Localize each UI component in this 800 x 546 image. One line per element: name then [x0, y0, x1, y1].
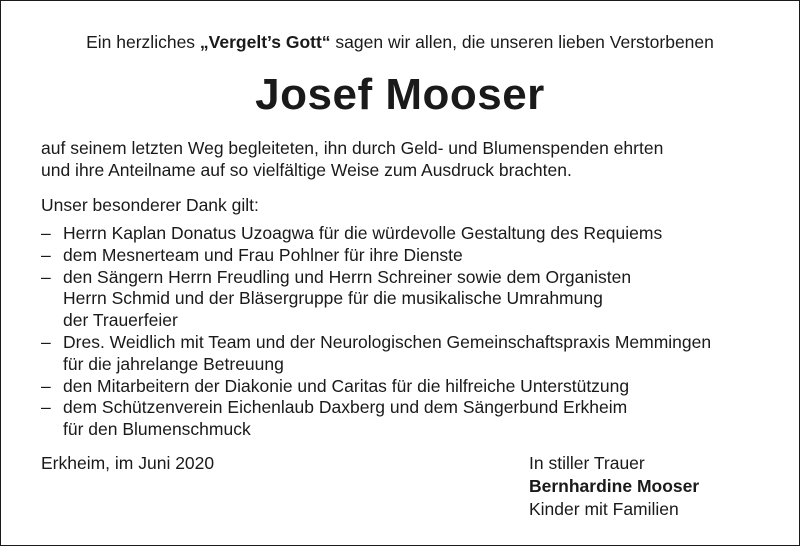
body-paragraph	[41, 137, 761, 181]
intro-text-after: sagen wir allen, die unseren lieben Verstorbenen	[330, 32, 714, 52]
signature-name: Bernhardine Mooser	[529, 476, 700, 496]
dash-bullet: –	[41, 266, 51, 287]
signature-line-mourning: In stiller Trauer	[529, 453, 645, 473]
thanks-item-line: dem Schützenverein Eichenlaub Daxberg und dem Sängerbund Erkheim	[63, 397, 628, 418]
thanks-item-line: den Sängern Herrn Freudling und Herrn Schreiner sowie dem Organisten	[63, 266, 632, 287]
thanks-item-line: für den Blumenschmuck	[63, 419, 251, 440]
deceased-name: Josef Mooser	[255, 70, 545, 119]
body-line-2: und ihre Anteilname auf so vielfältige Weise zum Ausdruck brachten.	[41, 160, 572, 180]
thanks-item-line: dem Mesnerteam und Frau Pohlner für ihre Dienste	[63, 244, 463, 265]
thanks-item	[41, 267, 771, 332]
thanks-item-line: den Mitarbeitern der Diakonie und Caritas für die hilfreiche Unterstützung	[63, 375, 630, 396]
intro-emphasis: „Vergelt’s Gott“	[199, 32, 331, 52]
thanks-item-line: Dres. Weidlich mit Team und der Neurologischen Gemeinschaftspraxis Memmingen	[63, 331, 712, 352]
thanks-item	[41, 376, 771, 398]
signature-block	[529, 452, 699, 521]
thanks-item-line: für die jahrelange Betreuung	[63, 353, 284, 374]
thanks-item	[41, 332, 771, 376]
dash-bullet: –	[41, 223, 51, 243]
dash-bullet: –	[41, 331, 51, 352]
thanks-item-line: der Trauerfeier	[63, 310, 178, 331]
dash-bullet: –	[41, 244, 51, 265]
place-and-date: Erkheim, im Juni 2020	[41, 453, 215, 473]
dash-bullet: –	[41, 375, 51, 396]
signature-line-family: Kinder mit Familien	[529, 499, 679, 519]
body-line-1: auf seinem letzten Weg begleiteten, ihn durch Geld- und Blumenspenden ehrten	[41, 138, 664, 158]
dash-bullet: –	[41, 397, 51, 418]
thanks-item	[41, 223, 771, 245]
thanks-heading: Unser besonderer Dank gilt:	[41, 195, 259, 215]
thanks-item-line: Herrn Kaplan Donatus Uzoagwa für die würdevolle Gestaltung des Requiems	[63, 223, 663, 243]
thanks-item	[41, 397, 771, 441]
intro-line	[1, 31, 799, 53]
thanks-item	[41, 245, 771, 267]
intro-text-before: Ein herzliches	[86, 32, 200, 52]
thanks-list	[41, 223, 771, 441]
thanks-item-line: Herrn Schmid und der Bläsergruppe für die musikalische Umrahmung	[63, 288, 603, 309]
